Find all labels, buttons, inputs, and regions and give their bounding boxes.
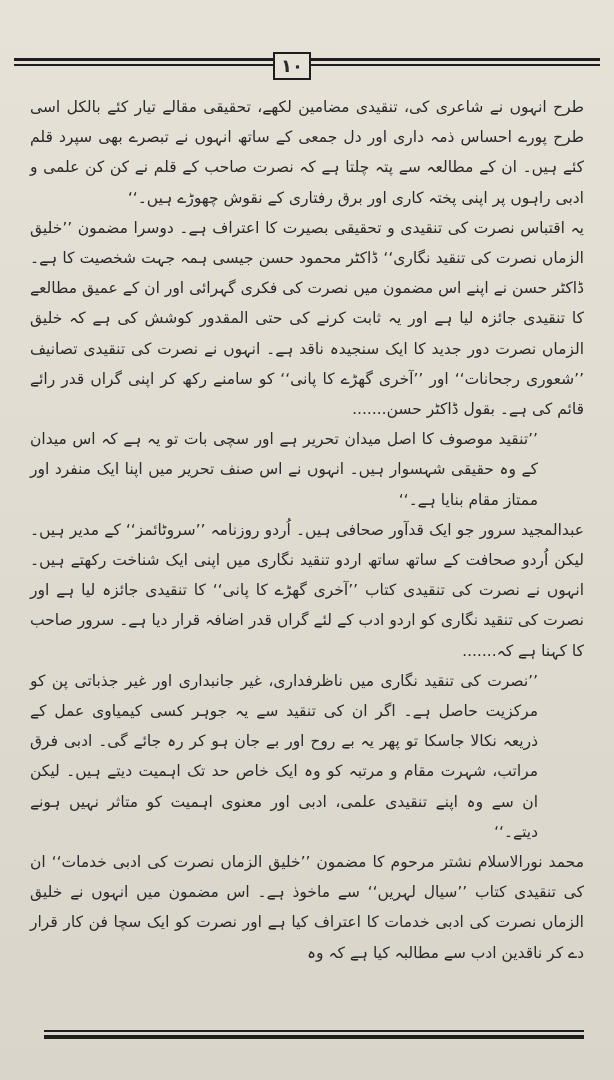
footer-rule-line: [44, 1030, 584, 1032]
paragraph: عبدالمجید سرور جو ایک قدآور صحافی ہیں۔ اُردو روزنامہ ’’سروٹائمز‘‘ کے مدیر ہیں۔ لیکن اُردو صحافت کے ساتھ ساتھ اردو تنقید نگاری میں اپنی ایک شناخت رکھتے ہیں۔ انہوں نے نصرت کی تنقیدی کتاب ’’آخری گھڑے کا پانی‘‘ کا تنقیدی جائزہ لیا ہے اور نصرت کی تنقید نگاری کو اردو ادب کے لئے گراں قدر اضافہ قرار دیا ہے۔ سرور صاحب کا کہنا ہے کہ.......: [30, 520, 584, 660]
footer-rule-line: [44, 1035, 584, 1039]
paragraph: طرح انہوں نے شاعری کی، تنقیدی مضامین لکھے، تحقیقی مقالے تیار کئے بالکل اسی طرح پورے احساس ذمہ داری اور دل جمعی کے ساتھ انہوں نے تبصرے بھی سپرد قلم کئے ہیں۔ ان کے مطالعہ سے پتہ چلتا ہے کہ نصرت صاحب کے قلم نے کن کن علمی و ادبی راہوں پر اپنی پختہ کاری اور برق رفتاری کے نقوش چھوڑے ہیں۔‘‘: [30, 98, 584, 207]
body-text: [30, 92, 584, 968]
block-quote: ’’نصرت کی تنقید نگاری میں ناظرفداری، غیر جانبداری اور غیر جذباتی پن کو مرکزیت حاصل ہے۔ اگر ان کی تنقید سے یہ جوہر کسی کیمیاوی عمل کے ذریعہ نکالا جاسکا تو پھر یہ بے روح اور بے جان ہو کر رہ جائے گی۔ ادبی فرق مراتب، شہرت مقام و مرتبہ کو وہ ایک خاص حد تک اہمیت دیتے ہیں۔ لیکن ان سے وہ اپنے تنقیدی علمی، ادبی اور معنوی اہمیت کو متاثر نہیں ہونے دیتے۔‘‘: [30, 671, 538, 841]
paragraph: محمد نورالاسلام نشتر مرحوم کا مضمون ’’خلیق الزماں نصرت کی ادبی خدمات‘‘ ان کی تنقیدی کتاب ’’سیال لہریں‘‘ سے ماخوذ ہے۔ اس مضمون میں انہوں نے خلیق الزماں نصرت کی ادبی خدمات کا اعتراف کیا ہے اور نصرت کو ایک سچا فن کار قرار دے کر ناقدین ادب سے مطالبہ کیا ہے کہ وہ: [30, 853, 584, 962]
paragraph: یہ اقتباس نصرت کی تنقیدی و تحقیقی بصیرت کا اعتراف ہے۔ دوسرا مضمون ’’خلیق الزماں نصرت کی تنقید نگاری‘‘ ڈاکٹر محمود حسن جیسی ہمہ جہت شخصیت کا ہے۔ ڈاکٹر حسن نے اپنے اس مضمون میں نصرت کی فکری گہرائی اور ان کے عمیق مطالعے کا تنقیدی جائزہ لیا ہے اور یہ ثابت کرنے کی حتی المقدور کوشش کی ہے کہ خلیق الزماں نصرت دور جدید کا ایک سنجیدہ ناقد ہے۔ انہوں نے نصرت کی تنقیدی تصانیف ’’شعوری رجحانات‘‘ اور ’’آخری گھڑے کا پانی‘‘ کو سامنے رکھ کر اپنی گراں قدر رائے قائم کی ہے۔ بقول ڈاکٹر حسن.......: [30, 218, 584, 419]
footer-rule: [44, 1030, 584, 1042]
page-number: ۱۰: [273, 52, 311, 80]
block-quote: ’’تنقید موصوف کا اصل میدان تحریر ہے اور سچی بات تو یہ ہے کہ اس میدان کے وہ حقیقی شہسوار ہیں۔ انہوں نے اس صنف تحریر میں اپنا ایک منفرد اور ممتاز مقام بنایا ہے۔‘‘: [30, 430, 538, 509]
